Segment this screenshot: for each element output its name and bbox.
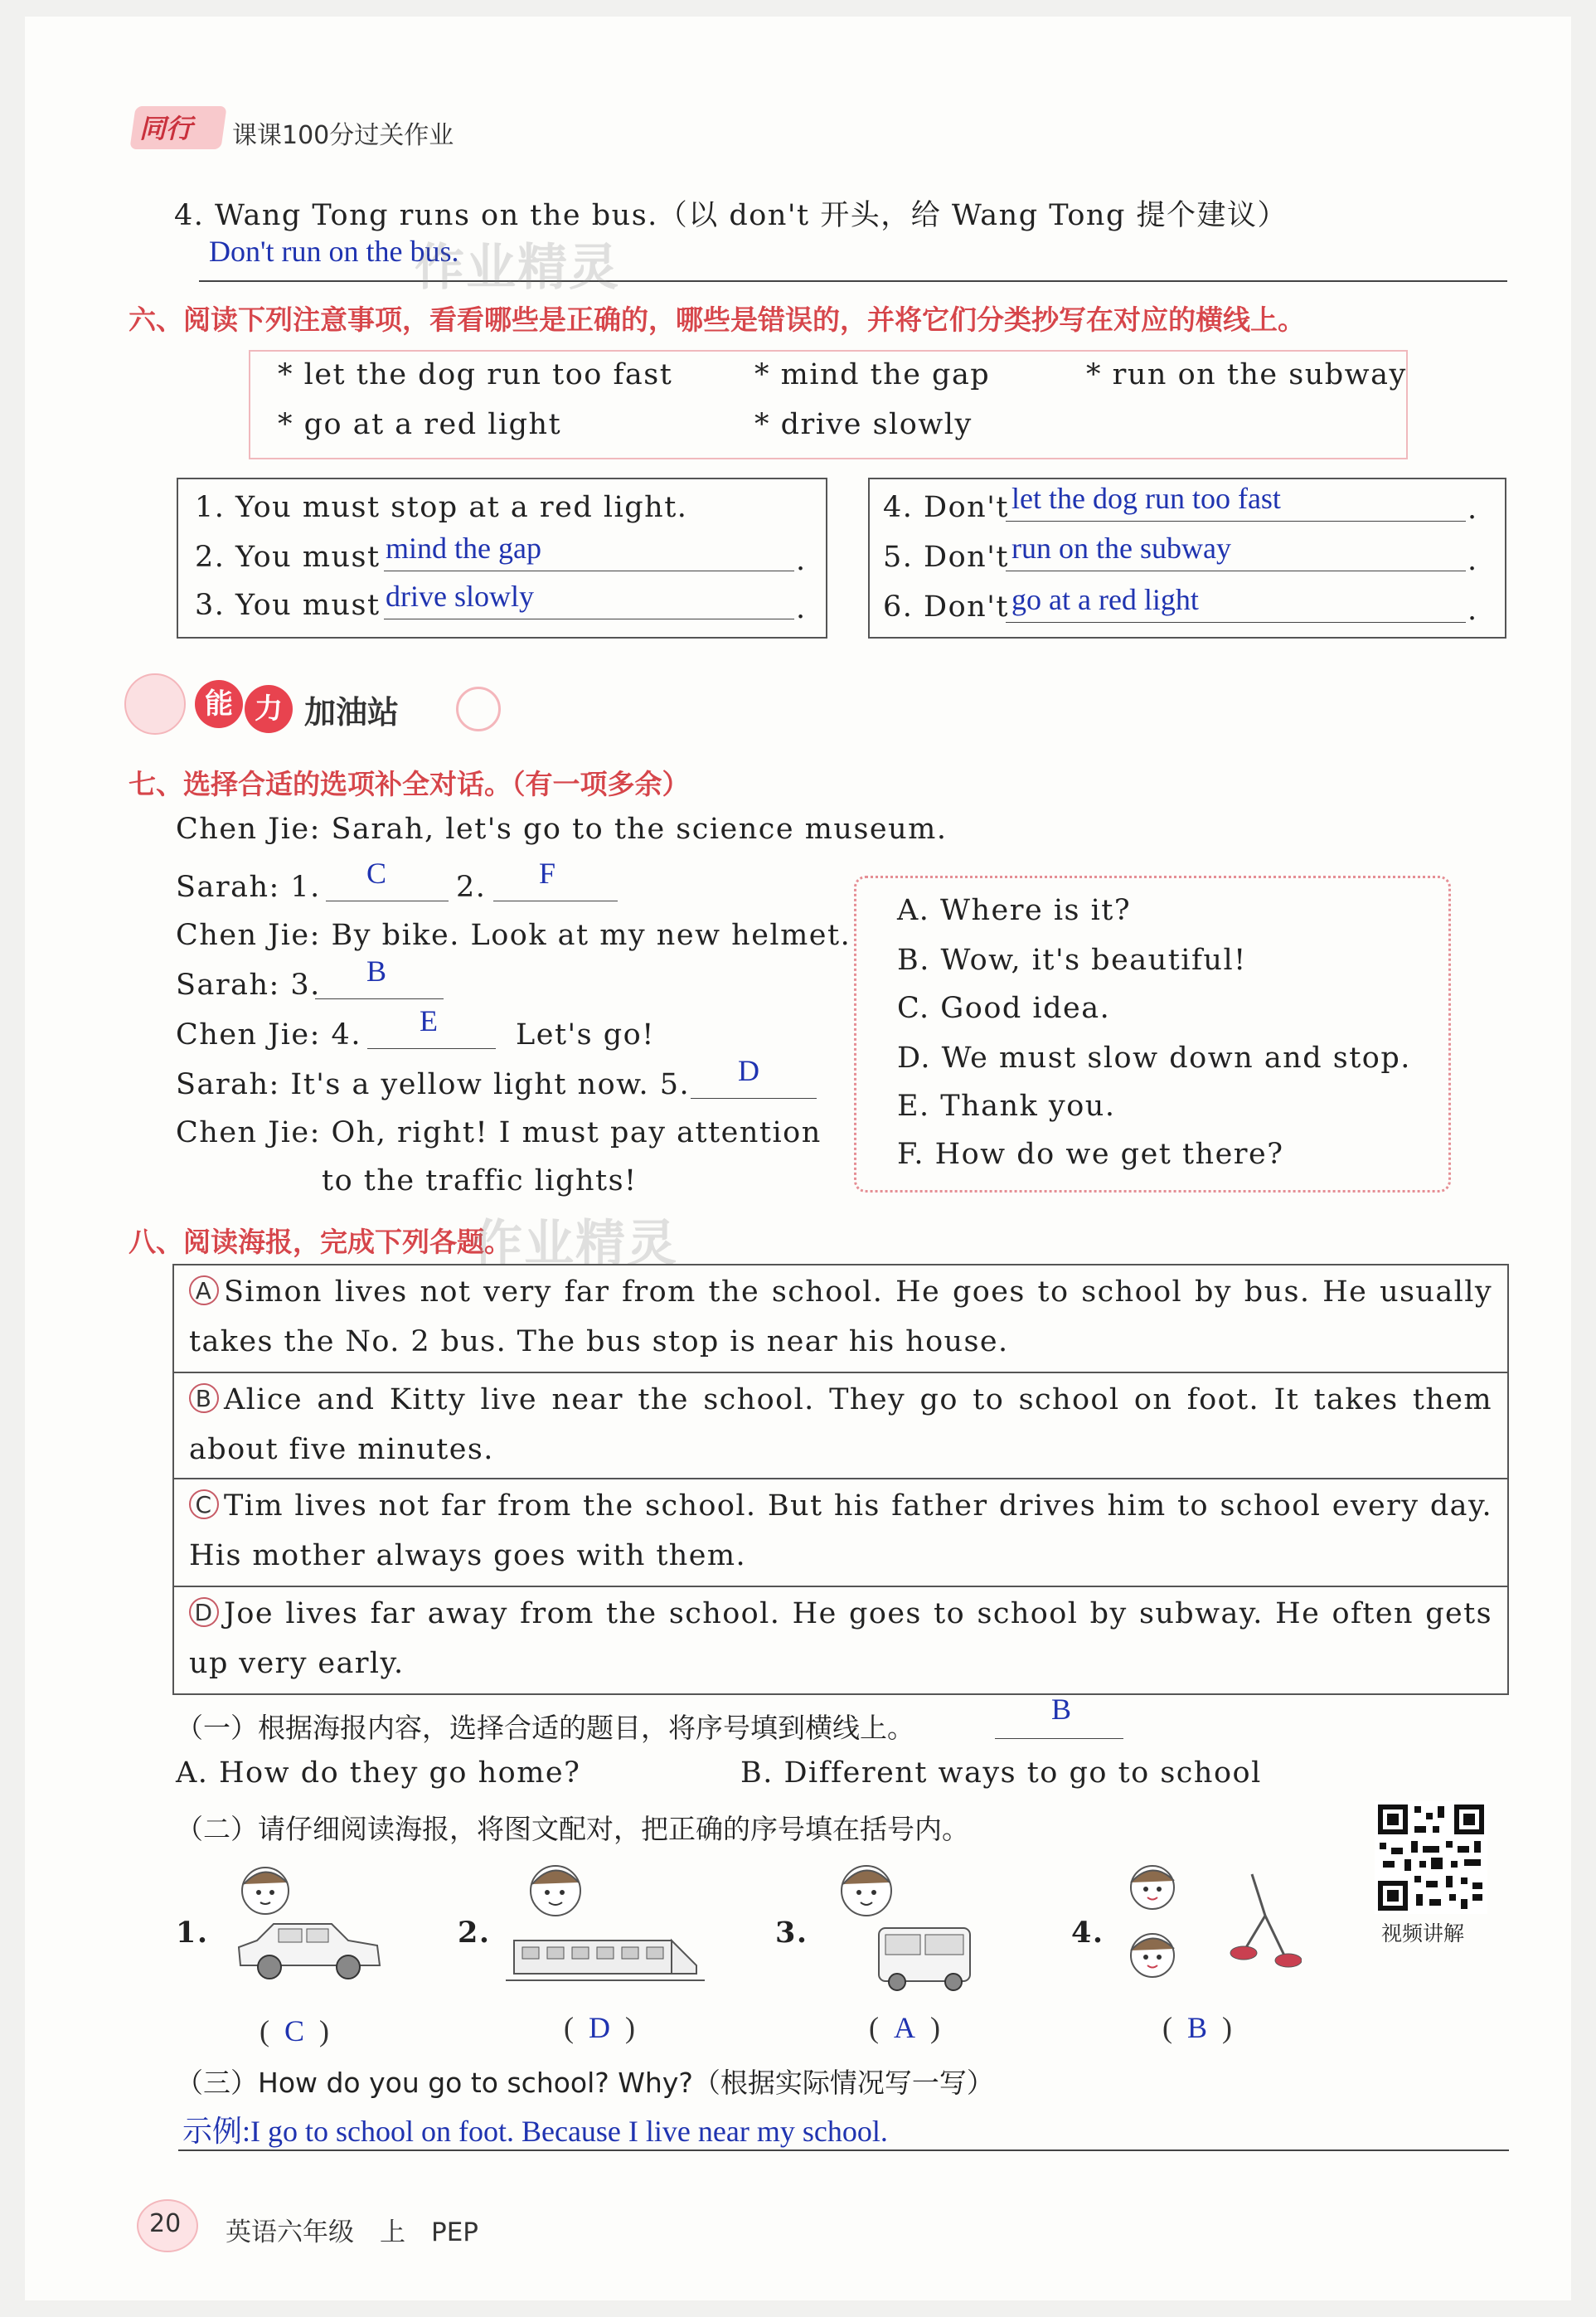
watermark-2: 作业精灵 [473,1215,678,1273]
option-let-dog: * let the dog run too fast [278,358,673,391]
part3-answer-line [178,2149,1509,2151]
blank-2-answer: F [539,857,556,890]
poster-text-b: Alice and Kitty live near the school. They go to school on foot. It takes them about five minutes. [189,1383,1492,1466]
part3-prompt: （三）How do you go to school? Why?（根据实际情况写一写） [176,2067,994,2099]
letter-b-badge: B [189,1383,219,1413]
bullet-icon: * [278,408,293,441]
part1-prompt: （一）根据海报内容，选择合适的题目，将序号填到横线上。 [176,1712,914,1744]
option-f: F. How do we get there? [897,1138,1284,1171]
poster-row-c [174,1479,1507,1587]
blank-3-answer: B [366,954,387,988]
poster-row-b [174,1373,1507,1479]
q4-answer: Don't run on the bus. [209,235,459,268]
q4-prompt: 4. Wang Tong runs on the bus.（以 don't 开头，给 Wang Tong 提个建议） [174,199,1288,232]
option-red-light: * go at a red light [278,408,562,441]
bullet-icon: * [754,408,770,441]
bullet-icon: * [754,358,770,391]
option-e: E. Thank you. [897,1090,1116,1123]
blank-5 [691,1098,817,1099]
banner-tag-2: 力 [245,685,293,733]
option-d: D. We must slow down and stop. [897,1042,1411,1075]
part1-option-a: A. How do they go home? [176,1756,581,1790]
pic-1-number: 1. [176,1916,209,1950]
dialogue-line-7: Chen Jie: Oh, right! I must pay attention [176,1116,822,1149]
banner-tag-1: 能 [195,680,243,728]
pic-3-number: 3. [775,1916,808,1950]
bullet-icon: * [1086,358,1102,391]
pic-2-number: 2. [458,1916,491,1950]
must-line-3-prefix: 3. You must [195,589,381,622]
option-mind-gap: * mind the gap [754,358,991,391]
pic-1-answer: ( C ) [260,2014,330,2047]
blank-1-answer: C [366,857,387,890]
watermark: 作业精灵 [415,239,620,297]
part2-prompt: （二）请仔细阅读海报，将图文配对，把正确的序号填在括号内。 [176,1813,969,1845]
pic-2-answer: ( D ) [564,2011,635,2044]
dialogue-line-8: to the traffic lights! [322,1164,638,1197]
dialogue-line-5b: Let's go! [516,1018,655,1052]
dialogue-line-2a: Sarah: 1. [176,871,321,904]
qr-caption: 视频讲解 [1381,1921,1465,1945]
workbook-page: 同行 课课100分过关作业 4. Wang Tong runs on the bus.（以 don't 开头，给 Wang Tong 提个建议） Don't run on the bus. 作业精灵 六、阅读下列注意事项，看看哪些是正确的，哪些是错误的，并将它们分类抄写在对应的横线上。 * let the dog run too fast * mind the gap * run on the subway * go at a red light * drive slowly 1. You must stop at a red light. 2. You must mind the gap . 3. You must drive slowly . 4. Don't let the dog run too fast . 5. Don't run on the subway . 6. Don't go at a red light . 能 力 加油站 七、选择合适的选项补全对话。（有一项多余） Chen Jie: Sarah, let's go to the science museum. Sarah: 1. C 2. F Chen Jie: By bike. Look at my new helmet. Sarah: 3. B Chen Jie: 4. E Let's go! Sarah: It's a yellow light now. 5. D Chen Jie: Oh, right! I must pay attention to the traffic lights! A. Where is it? B. Wow, it's beautiful! C. Good idea. D. We must slow down and stop. E. Thank you. F. How do we get there? 八、阅读海报，完成下列各题。 作业精灵 A Simon lives not very far from the school. He goes to school by bus. He usually takes the No. 2 bus. The bus stop is near his house. B Alice and Kitty live near the school. They go to school on foot. It takes them about five minutes. C Tim lives not far from the school. But his father drives him to school every day. His mother always goes with them. D Joe lives far away from the school. He goes to school by subway. He often gets up very early. （一）根据海报内容，选择合适的题目，将序号填到横线上。 B A. How do they go home? B. Different ways to go to school （二）请仔细阅读海报，将图文配对，把正确的序号填在括号内。 视频讲解 1. ( C ) 2. ( D ) 3. ( A ) 4. ( B ) （三）How do you go to school? Why?（根据实际情况写一写） 示例:I go to school on foot. Because I live near my school. 20 英语六年级 上 PEP [25,17,1571,2300]
pic-4-answer: ( B ) [1162,2011,1233,2044]
dont-line-6-prefix: 6. Don't [883,590,1009,624]
poster-row-a [174,1265,1507,1373]
section8-heading: 八、阅读海报，完成下列各题。 [129,1226,512,1258]
part3-answer: 示例:I go to school on foot. Because I live near my school. [182,2115,888,2148]
banner-badge-icon [456,687,501,731]
dont-line-4-blank [1006,521,1466,522]
poster-text-d: Joe lives far away from the school. He goes to school by subway. He often gets up very early. [189,1597,1492,1680]
dont-line-4-answer: let the dog run too fast [1011,482,1281,515]
section6-heading: 六、阅读下列注意事项，看看哪些是正确的，哪些是错误的，并将它们分类抄写在对应的横线上。 [129,304,1305,336]
option-run-subway: * run on the subway [1086,358,1407,391]
qr-code-icon [1375,1801,1487,1914]
pic-3-boy-bus-icon [821,1849,987,1999]
dont-line-6-blank [1006,622,1466,623]
banner-title: 加油站 [304,694,400,731]
section7-heading: 七、选择合适的选项补全对话。（有一项多余） [129,768,690,800]
poster-text-c: Tim lives not far from the school. But his father drives him to school every day. His mother always goes with them. [189,1489,1492,1572]
option-b: B. Wow, it's beautiful! [897,944,1247,977]
poster-text-a: Simon lives not very far from the school. He goes to school by bus. He usually takes the No. 2 bus. The bus stop is near his house. [189,1275,1492,1358]
banner-mascot-icon [124,673,186,735]
must-line-2-prefix: 2. You must [195,541,381,574]
blank-5-answer: D [738,1054,759,1087]
must-line-3-answer: drive slowly [386,580,534,613]
dialogue-line-3: Chen Jie: By bike. Look at my new helmet. [176,919,851,952]
blank-4-answer: E [420,1004,438,1037]
option-c: C. Good idea. [897,992,1111,1025]
blank-4 [367,1048,496,1049]
dialogue-line-4: Sarah: 3. [176,969,321,1002]
dont-line-6-answer: go at a red light [1011,583,1199,616]
q4-answer-line [199,280,1507,282]
poster-row-d [174,1587,1507,1693]
pic-4-number: 4. [1071,1916,1104,1950]
dialogue-line-1: Chen Jie: Sarah, let's go to the science museum. [176,813,948,846]
blank-3 [315,998,444,999]
pic-1-boy-car-icon [224,1858,390,1999]
letter-d-badge: D [189,1597,219,1627]
option-a: A. Where is it? [897,894,1132,927]
option-drive-slowly: * drive slowly [754,408,973,441]
part1-answer: B [1051,1693,1072,1726]
letter-c-badge: C [189,1489,219,1519]
pic-2-boy-subway-icon [506,1849,705,1999]
must-line-1: 1. You must stop at a red light. [195,491,688,524]
letter-a-badge: A [189,1275,219,1305]
pic-3-answer: ( A ) [869,2011,940,2044]
part1-blank [995,1738,1123,1739]
header-logo-text: 同行 [139,113,193,144]
footer-label: 英语六年级 上 PEP [226,2217,478,2247]
dont-line-4-prefix: 4. Don't [883,491,1009,524]
must-line-2-answer: mind the gap [386,532,541,565]
dialogue-line-2b: 2. [456,871,487,904]
pic-4-girls-walking-icon [1103,1849,1302,1999]
dialogue-line-6: Sarah: It's a yellow light now. 5. [176,1068,691,1101]
dont-line-5-answer: run on the subway [1011,532,1231,565]
bullet-icon: * [278,358,293,391]
page-number: 20 [149,2209,182,2238]
dialogue-line-5: Chen Jie: 4. [176,1018,361,1052]
dont-line-5-prefix: 5. Don't [883,541,1009,574]
part1-option-b: B. Different ways to go to school [740,1756,1262,1790]
header-title: 课课100分过关作业 [232,121,454,150]
